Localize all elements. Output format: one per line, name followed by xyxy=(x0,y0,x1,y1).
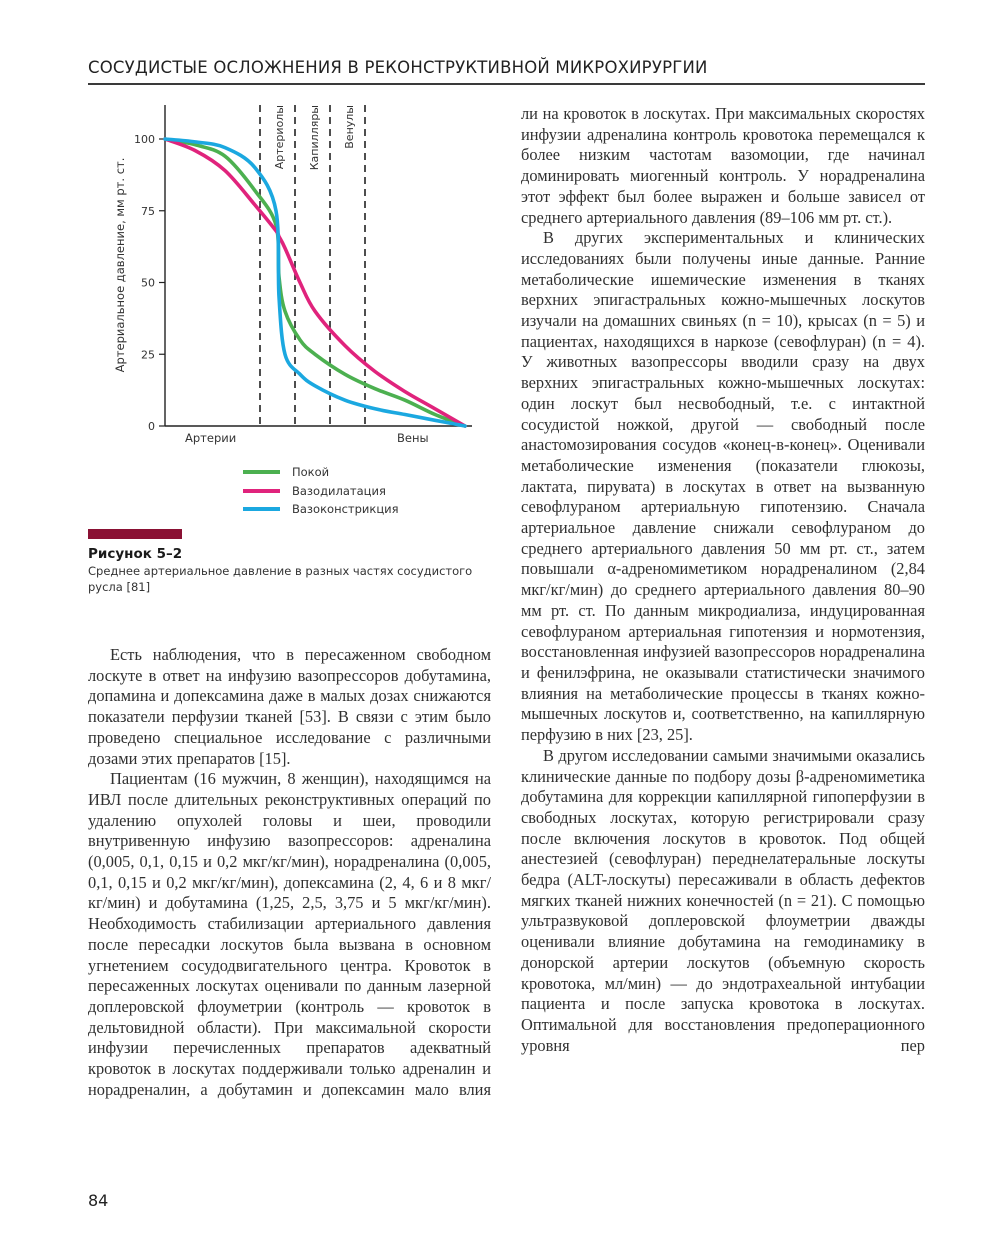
zone-label-venules: Венулы xyxy=(343,105,356,149)
figure-title: Рисунок 5–2 xyxy=(88,546,183,562)
left-paragraph-2: Пациентам (16 мужчин, 8 женщин), находящимся на ИВЛ после длительных реконструктивных операций по удалению опухолей головы и шеи, проводили внутривенную инфузию вазопрессоров: адреналина (0,005, 0,1, 0,15 и 0,2 мкг/кг/мин), норадреналина (0,005, 0,1, 0,15 и 0,2 мкг/кг/мин), допексамина (2, 4, 6 и 8 мкг/кг/мин) и добутамина (1,25, 2,5, 3,75 и 5 мкг/кг/мин). Необходимость стабилизации артериального давления после пересадки лоскутов была вызвана в основном угнетением сосудодвигательного центра. Кровоток в пересаженных лоскутах оценивали по данным лазерной доплеровской флоуметрии (контроль — кровоток в дельтовидной области). При максимальной скорости инфузии перечисленных препаратов адекватный кровоток в лоскутах поддерживали только адреналин и норадреналин, а добутамин и допексамин мало влия xyxy=(88,769,491,1099)
right-paragraph-1: ли на кровоток в лоскутах. При максимальных скоростях инфузии адреналина контроль кровотока перемещался к более низким частотам вазомоции, где начинал доминировать миогенный контроль. У норадреналина этот эффект был более выражен и больше зависел от среднего артериального давления (89–106 мм рт. ст.). xyxy=(521,104,925,227)
x-label-veins: Вены xyxy=(397,431,429,445)
page-number: 84 xyxy=(88,1191,109,1210)
legend-label-rest: Покой xyxy=(292,465,330,479)
left-paragraph-1: Есть наблюдения, что в пересаженном свободном лоскуте в ответ на инфузию вазопрессоров добутамина, допамина и допексамина даже в малых дозах снижаются показатели перфузии тканей [53]. В связи с этим было проведено специальное исследование с различными дозами этих препаратов [15]. xyxy=(88,645,491,768)
pressure-chart xyxy=(100,95,480,525)
y-tick-label: 75 xyxy=(141,204,155,218)
zone-label-arterioles: Артериолы xyxy=(273,105,286,170)
x-label-arteries: Артерии xyxy=(185,431,237,445)
header-divider xyxy=(88,83,925,85)
legend-label-vasoconstriction: Вазоконстрикция xyxy=(292,502,399,516)
right-paragraph-2: В других экспериментальных и клинических исследованиях были получены иные данные. Ранние метаболические ишемические изменения в тканях верхних эпигастральных кожно-мышечных лоскутов изучали на домашних свиньях (n = 10), крысах (n = 5) и пациентах, находящихся в наркозе (севофлуран) (n = 4). У животных вазопрессоры вводили сразу на двух верхних эпигастральных кожно-мышечных лоскутах: один лоскут был несвободный, т.е. с интактной сосудистой ножкой, другой — свободный после анастомозирования сосудов «конец-в-конец». Оценивали метаболические изменения (показатели глюкозы, лактата, пирувата) в лоскутах в ответ на вызванную севофлураном артериальную гипотензию. Сначала артериальное давление снижали севофлураном до среднего артериального давления 50 мм рт. ст., затем повышали α-адреномиметиком норадреналином (2,84 мкг/кг/мин) до среднего артериального давления 80–90 мм рт. ст. По данным микродиализа, индуцированная севофлураном артериальная гипотензия и нормотензия, восстановленная инфузией вазопрессоров норадреналина и фенилэфрина, не оказывали статистически значимого влияния на метаболические процессы в тканях кожно-мышечных лоскутов и, соответственно, на капиллярную перфузию в них [23, 25]. xyxy=(521,228,925,745)
y-tick-label: 100 xyxy=(134,133,155,146)
figure-accent-bar xyxy=(88,529,182,539)
y-tick-label: 0 xyxy=(148,420,155,433)
left-column xyxy=(88,645,491,1100)
figure-caption: Среднее артериальное давление в разных частях сосудистого русла [81] xyxy=(88,564,473,594)
plot-area xyxy=(113,105,472,445)
zone-label-capillaries: Капилляры xyxy=(308,105,321,171)
chart-legend xyxy=(243,465,399,516)
legend-label-vasodilation: Вазодилатация xyxy=(292,484,386,498)
right-column xyxy=(521,104,925,1056)
series-line-Вазодилатация xyxy=(165,139,465,426)
y-axis-title: Артериальное давление, мм рт. ст. xyxy=(113,157,127,373)
running-header: СОСУДИСТЫЕ ОСЛОЖНЕНИЯ В РЕКОНСТРУКТИВНОЙ МИКРОХИРУРГИИ xyxy=(88,58,708,77)
series-line-Вазоконстрикция xyxy=(165,139,465,426)
series-line-Покой xyxy=(165,139,465,426)
y-ticks xyxy=(134,133,165,433)
right-paragraph-3: В другом исследовании самыми значимыми оказались клинические данные по подбору дозы β-адреномиметика добутамина для коррекции капиллярной гипоперфузии в свободных лоскутах, которую регистрировали сразу после включения лоскутов в кровоток. Под общей анестезией (севофлуран) переднелатеральные лоскуты бедра (ALT-лоскуты) пересаживали в область дефектов мягких тканей нижних конечностей (n = 21). С помощью ультразвуковой доплеровской флоуметрии дважды оценивали влияние добутамина на гемодинамику в донорской артерии лоскутов (объемную скорость кровотока, мл/мин) — до эндотрахеальной интубации пациента и после запуска кровотока в лоскутах. Оптимальной для восстановления предоперационного уровня пер xyxy=(521,745,925,1055)
y-tick-label: 25 xyxy=(141,348,155,362)
y-tick-label: 50 xyxy=(141,276,155,290)
series-lines xyxy=(165,139,465,426)
